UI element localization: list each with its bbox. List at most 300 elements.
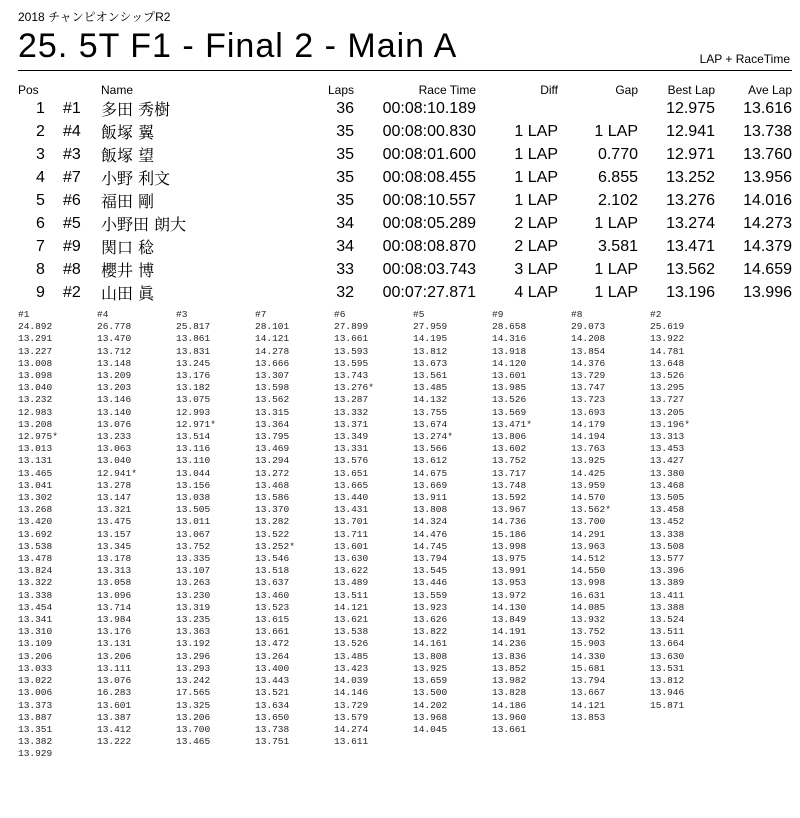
lap-time: 14.202 — [413, 699, 448, 711]
lap-time: 15.186 — [492, 528, 527, 540]
lap-time: 14.476 — [413, 528, 448, 540]
result-driver-name: 関口 稔 — [101, 238, 155, 257]
lap-time: 13.577 — [650, 553, 685, 565]
result-diff: 2 LAP — [514, 237, 558, 255]
lap-time: 13.812 — [413, 345, 448, 357]
result-ave-lap: 14.273 — [743, 214, 792, 232]
result-laps: 32 — [336, 283, 354, 301]
lap-time: 13.854 — [571, 345, 606, 357]
lap-time: 14.191 — [492, 626, 527, 638]
result-driver-name: 小野田 朗大 — [101, 215, 187, 234]
lap-time: 13.465 — [18, 467, 53, 479]
lap-time: 13.107 — [176, 565, 211, 577]
lap-time: 13.511 — [334, 589, 369, 601]
lap-column — [18, 309, 97, 761]
lap-time: 15.681 — [571, 662, 606, 674]
lap-time: 13.673 — [413, 357, 448, 369]
lap-time: 13.458 — [650, 504, 685, 516]
lap-time: 13.387 — [97, 711, 132, 723]
lap-time: 13.752 — [492, 455, 527, 467]
lap-time: 13.206 — [18, 650, 53, 662]
lap-time: 13.291 — [18, 333, 53, 345]
mode-label: LAP + RaceTime — [699, 52, 790, 66]
lap-time: 13.566 — [413, 443, 448, 455]
lap-time: 13.953 — [492, 577, 527, 589]
lap-time: 13.664 — [650, 638, 685, 650]
lap-time: 13.076 — [97, 418, 132, 430]
lap-time: 13.076 — [97, 675, 132, 687]
lap-time: 13.522 — [255, 528, 290, 540]
lap-time: 13.648 — [650, 357, 685, 369]
lap-time: 13.423 — [334, 662, 369, 674]
result-laps: 36 — [336, 99, 354, 117]
lap-time: 14.278 — [255, 345, 290, 357]
lap-time: 13.468 — [650, 479, 685, 491]
lap-time: 13.562 — [255, 394, 290, 406]
lap-time: 13.044 — [176, 467, 211, 479]
lap-time: 27.959 — [413, 321, 448, 333]
lap-time: 13.148 — [97, 357, 132, 369]
lap-time: 13.412 — [97, 723, 132, 735]
lap-time: 13.918 — [492, 345, 527, 357]
table-row — [18, 235, 792, 258]
lap-time: 13.013 — [18, 443, 53, 455]
result-race-time: 00:08:08.455 — [382, 168, 476, 186]
lap-time: 13.440 — [334, 492, 369, 504]
lap-time: 15.903 — [571, 638, 606, 650]
page-title: 25. 5T F1 - Final 2 - Main A — [18, 27, 458, 65]
result-ave-lap: 13.760 — [743, 145, 792, 163]
lap-time: 13.322 — [18, 577, 53, 589]
result-race-time: 00:08:03.743 — [382, 260, 476, 278]
lap-time: 13.729 — [571, 370, 606, 382]
lap-column-car: #5 — [413, 309, 425, 320]
lap-time: 13.470 — [97, 333, 132, 345]
result-ave-lap: 14.016 — [743, 191, 792, 209]
lap-time: 28.658 — [492, 321, 527, 333]
lap-time: 13.351 — [18, 723, 53, 735]
lap-time: 15.871 — [650, 699, 685, 711]
lap-time: 13.545 — [413, 565, 448, 577]
lap-time: 13.156 — [176, 479, 211, 491]
result-race-time: 00:08:10.557 — [382, 191, 476, 209]
lap-time: 13.338 — [650, 528, 685, 540]
lap-time: 13.998 — [492, 540, 527, 552]
result-pos: 7 — [36, 237, 45, 255]
lap-time: 13.460 — [255, 589, 290, 601]
lap-time: 27.899 — [334, 321, 369, 333]
lap-time: 14.179 — [571, 418, 606, 430]
lap-time: 13.621 — [334, 614, 369, 626]
lap-time: 13.960 — [492, 711, 527, 723]
lap-time: 13.701 — [334, 516, 369, 528]
result-ave-lap: 13.616 — [743, 99, 792, 117]
lap-time: 13.446 — [413, 577, 448, 589]
lap-time: 13.058 — [97, 577, 132, 589]
lap-column — [97, 309, 176, 761]
col-pos: Pos — [18, 83, 39, 97]
col-gap: Gap — [615, 83, 638, 97]
lap-time: 13.111 — [97, 662, 132, 674]
lap-time: 13.751 — [255, 736, 290, 748]
result-best-lap: 13.471 — [666, 237, 715, 255]
table-row — [18, 97, 792, 120]
lap-time: 13.700 — [571, 516, 606, 528]
lap-time: 17.565 — [176, 687, 211, 699]
lap-time: 13.586 — [255, 492, 290, 504]
lap-time: 13.176 — [176, 370, 211, 382]
result-car-number: #6 — [63, 191, 81, 209]
subtitle: 2018 チャンピオンシップR2 — [18, 10, 171, 24]
lap-time: 13.400 — [255, 662, 290, 674]
lap-time: 13.338 — [18, 589, 53, 601]
lap-time: 13.208 — [18, 418, 53, 430]
lap-time: 13.998 — [571, 577, 606, 589]
lap-time: 13.307 — [255, 370, 290, 382]
lap-time: 13.321 — [97, 504, 132, 516]
result-best-lap: 13.276 — [666, 191, 715, 209]
result-gap: 0.770 — [597, 145, 638, 163]
result-race-time: 00:07:27.871 — [382, 283, 476, 301]
lap-time: 13.485 — [334, 650, 369, 662]
result-gap: 2.102 — [597, 191, 638, 209]
result-car-number: #3 — [63, 145, 81, 163]
lap-time: 13.925 — [413, 662, 448, 674]
lap-time: 13.022 — [18, 675, 53, 687]
lap-time: 13.276* — [334, 382, 374, 394]
result-pos: 1 — [36, 99, 45, 117]
lap-time: 13.319 — [176, 601, 211, 613]
lap-time: 13.925 — [571, 455, 606, 467]
result-ave-lap: 14.659 — [743, 260, 792, 278]
lap-time: 13.985 — [492, 382, 527, 394]
lap-time: 14.121 — [334, 601, 369, 613]
result-race-time: 00:08:08.870 — [382, 237, 476, 255]
lap-time: 14.675 — [413, 467, 448, 479]
lap-time: 13.373 — [18, 699, 53, 711]
lap-time: 13.967 — [492, 504, 527, 516]
lap-time: 14.085 — [571, 601, 606, 613]
result-driver-name: 多田 秀樹 — [101, 100, 171, 119]
lap-time: 13.453 — [650, 443, 685, 455]
lap-time: 13.665 — [334, 479, 369, 491]
lap-time: 25.619 — [650, 321, 685, 333]
lap-time: 13.302 — [18, 492, 53, 504]
lap-time: 13.626 — [413, 614, 448, 626]
lap-time: 13.131 — [18, 455, 53, 467]
lap-time: 28.101 — [255, 321, 290, 333]
lap-time: 13.562* — [571, 504, 611, 516]
lap-time: 13.011 — [176, 516, 211, 528]
lap-time: 13.178 — [97, 553, 132, 565]
lap-time: 13.382 — [18, 736, 53, 748]
lap-time: 13.808 — [413, 504, 448, 516]
lap-time: 13.040 — [18, 382, 53, 394]
col-name: Name — [101, 83, 134, 97]
lap-time: 13.176 — [97, 626, 132, 638]
lap-time: 13.812 — [650, 675, 685, 687]
lap-time: 13.601 — [492, 370, 527, 382]
lap-time: 13.611 — [334, 736, 369, 748]
results-header-row — [18, 82, 792, 97]
lap-time: 29.073 — [571, 321, 606, 333]
lap-time: 13.579 — [334, 711, 369, 723]
lap-time: 13.887 — [18, 711, 53, 723]
lap-time: 13.526 — [650, 370, 685, 382]
lap-time: 13.738 — [255, 723, 290, 735]
lap-time: 14.781 — [650, 345, 685, 357]
lap-time: 13.389 — [650, 577, 685, 589]
lap-time: 13.388 — [650, 601, 685, 613]
col-best-lap: Best Lap — [667, 83, 715, 97]
lap-time: 13.622 — [334, 565, 369, 577]
lap-time: 13.659 — [413, 675, 448, 687]
result-car-number: #7 — [63, 168, 81, 186]
lap-time: 13.806 — [492, 431, 527, 443]
lap-time: 13.475 — [97, 516, 132, 528]
lap-time: 13.206 — [97, 650, 132, 662]
lap-time: 13.485 — [413, 382, 448, 394]
lap-time: 13.524 — [650, 614, 685, 626]
result-diff: 4 LAP — [514, 283, 558, 301]
lap-time: 13.427 — [650, 455, 685, 467]
result-pos: 3 — [36, 145, 45, 163]
lap-time: 13.711 — [334, 528, 369, 540]
result-driver-name: 櫻井 博 — [101, 261, 155, 280]
lap-time: 13.293 — [176, 662, 211, 674]
lap-time: 13.310 — [18, 626, 53, 638]
lap-time: 13.822 — [413, 626, 448, 638]
lap-time: 13.006 — [18, 687, 53, 699]
lap-time: 13.752 — [571, 626, 606, 638]
lap-time: 13.075 — [176, 394, 211, 406]
result-laps: 35 — [336, 145, 354, 163]
lap-time: 14.194 — [571, 431, 606, 443]
result-gap: 1 LAP — [594, 260, 638, 278]
lap-time: 13.505 — [650, 492, 685, 504]
lap-time: 13.755 — [413, 406, 448, 418]
result-diff: 2 LAP — [514, 214, 558, 232]
lap-time: 13.923 — [413, 601, 448, 613]
lap-time: 13.203 — [97, 382, 132, 394]
lap-time: 24.892 — [18, 321, 53, 333]
lap-time: 13.538 — [18, 540, 53, 552]
lap-time: 13.824 — [18, 565, 53, 577]
lap-time: 13.661 — [334, 333, 369, 345]
results-body — [18, 97, 792, 304]
result-car-number: #9 — [63, 237, 81, 255]
lap-time: 14.425 — [571, 467, 606, 479]
lap-time: 14.512 — [571, 553, 606, 565]
result-race-time: 00:08:00.830 — [382, 122, 476, 140]
col-laps: Laps — [327, 83, 354, 97]
lap-time: 13.296 — [176, 650, 211, 662]
lap-time: 14.039 — [334, 675, 369, 687]
lap-time: 13.748 — [492, 479, 527, 491]
lap-time: 13.669 — [413, 479, 448, 491]
lap-time: 13.526 — [492, 394, 527, 406]
header-divider — [18, 70, 792, 71]
lap-time: 13.712 — [97, 345, 132, 357]
lap-column — [492, 309, 571, 761]
result-diff: 1 LAP — [514, 145, 558, 163]
lap-time: 13.294 — [255, 455, 290, 467]
lap-time: 13.363 — [176, 626, 211, 638]
result-pos: 2 — [36, 122, 45, 140]
lap-time: 13.313 — [650, 431, 685, 443]
col-num — [63, 82, 101, 97]
lap-time: 13.932 — [571, 614, 606, 626]
lap-time: 13.592 — [492, 492, 527, 504]
lap-time: 13.041 — [18, 479, 53, 491]
lap-time: 13.420 — [18, 516, 53, 528]
lap-time: 13.538 — [334, 626, 369, 638]
result-gap: 6.855 — [597, 168, 638, 186]
lap-time: 13.615 — [255, 614, 290, 626]
lap-time: 13.205 — [650, 406, 685, 418]
result-driver-name: 福田 剛 — [101, 192, 155, 211]
lap-time: 13.601 — [334, 540, 369, 552]
lap-column — [413, 309, 492, 761]
lap-time: 13.233 — [97, 431, 132, 443]
lap-time: 13.227 — [18, 345, 53, 357]
lap-column — [650, 309, 729, 761]
lap-time: 13.661 — [255, 626, 290, 638]
lap-time: 13.828 — [492, 687, 527, 699]
lap-time: 14.274 — [334, 723, 369, 735]
lap-time: 13.287 — [334, 394, 369, 406]
lap-time: 13.380 — [650, 467, 685, 479]
lap-time: 13.157 — [97, 528, 132, 540]
lap-time: 14.130 — [492, 601, 527, 613]
result-car-number: #8 — [63, 260, 81, 278]
result-race-time: 00:08:10.189 — [382, 99, 476, 117]
lap-time: 14.745 — [413, 540, 448, 552]
lap-time: 13.723 — [571, 394, 606, 406]
lap-time: 14.132 — [413, 394, 448, 406]
lap-time: 13.109 — [18, 638, 53, 650]
lap-time: 14.120 — [492, 357, 527, 369]
result-laps: 35 — [336, 122, 354, 140]
result-ave-lap: 13.738 — [743, 122, 792, 140]
lap-time: 13.116 — [176, 443, 211, 455]
lap-time: 12.971* — [176, 418, 216, 430]
lap-time: 13.946 — [650, 687, 685, 699]
lap-time: 13.849 — [492, 614, 527, 626]
result-driver-name: 山田 眞 — [101, 284, 155, 303]
lap-time: 13.335 — [176, 553, 211, 565]
lap-time: 13.131 — [97, 638, 132, 650]
lap-time: 13.861 — [176, 333, 211, 345]
lap-time: 13.489 — [334, 577, 369, 589]
lap-time: 13.331 — [334, 443, 369, 455]
lap-time: 13.853 — [571, 711, 606, 723]
lap-time: 13.098 — [18, 370, 53, 382]
result-gap: 3.581 — [597, 237, 638, 255]
lap-time: 13.559 — [413, 589, 448, 601]
lap-time: 13.714 — [97, 601, 132, 613]
lap-time: 13.526 — [334, 638, 369, 650]
lap-time: 13.274* — [413, 431, 453, 443]
table-row — [18, 212, 792, 235]
lap-time: 13.147 — [97, 492, 132, 504]
lap-time: 13.146 — [97, 394, 132, 406]
lap-time: 13.531 — [650, 662, 685, 674]
table-row — [18, 189, 792, 212]
lap-time: 14.570 — [571, 492, 606, 504]
lap-time: 13.634 — [255, 699, 290, 711]
lap-time: 13.717 — [492, 467, 527, 479]
lap-time: 13.465 — [176, 736, 211, 748]
lap-time: 13.630 — [650, 650, 685, 662]
lap-time: 14.186 — [492, 699, 527, 711]
lap-time: 13.922 — [650, 333, 685, 345]
lap-time: 13.033 — [18, 662, 53, 674]
lap-time: 13.511 — [650, 626, 685, 638]
lap-time: 13.252* — [255, 540, 295, 552]
lap-time: 13.110 — [176, 455, 211, 467]
lap-time: 13.692 — [18, 528, 53, 540]
lap-time: 14.316 — [492, 333, 527, 345]
lap-time: 14.146 — [334, 687, 369, 699]
lap-time: 14.291 — [571, 528, 606, 540]
result-car-number: #1 — [63, 99, 81, 117]
lap-time: 13.959 — [571, 479, 606, 491]
lap-time: 13.601 — [97, 699, 132, 711]
result-pos: 4 — [36, 168, 45, 186]
lap-time: 13.505 — [176, 504, 211, 516]
lap-time: 12.993 — [176, 406, 211, 418]
lap-time: 13.282 — [255, 516, 290, 528]
lap-column — [176, 309, 255, 761]
result-pos: 6 — [36, 214, 45, 232]
lap-time: 14.121 — [571, 699, 606, 711]
lap-time: 13.808 — [413, 650, 448, 662]
lap-time: 13.852 — [492, 662, 527, 674]
lap-time: 13.140 — [97, 406, 132, 418]
result-gap: 1 LAP — [594, 283, 638, 301]
result-gap — [558, 97, 638, 120]
table-row — [18, 143, 792, 166]
lap-time: 13.546 — [255, 553, 290, 565]
lap-time: 26.778 — [97, 321, 132, 333]
lap-time: 12.983 — [18, 406, 53, 418]
lap-time: 13.984 — [97, 614, 132, 626]
lap-time: 13.651 — [334, 467, 369, 479]
lap-time: 13.315 — [255, 406, 290, 418]
lap-time: 13.349 — [334, 431, 369, 443]
lap-time: 13.794 — [413, 553, 448, 565]
lap-time: 13.602 — [492, 443, 527, 455]
result-driver-name: 小野 利文 — [101, 169, 171, 188]
result-car-number: #4 — [63, 122, 81, 140]
lap-time: 14.195 — [413, 333, 448, 345]
result-pos: 8 — [36, 260, 45, 278]
lap-column-car: #4 — [97, 309, 109, 320]
lap-time: 14.376 — [571, 357, 606, 369]
result-race-time: 00:08:01.600 — [382, 145, 476, 163]
lap-time: 13.674 — [413, 418, 448, 430]
lap-time: 13.295 — [650, 382, 685, 394]
result-diff: 1 LAP — [514, 122, 558, 140]
lap-time: 13.371 — [334, 418, 369, 430]
lap-time: 13.593 — [334, 345, 369, 357]
lap-time: 12.941* — [97, 467, 137, 479]
lap-time: 13.598 — [255, 382, 290, 394]
lap-time: 13.370 — [255, 504, 290, 516]
lap-time: 13.975 — [492, 553, 527, 565]
lap-time: 13.472 — [255, 638, 290, 650]
